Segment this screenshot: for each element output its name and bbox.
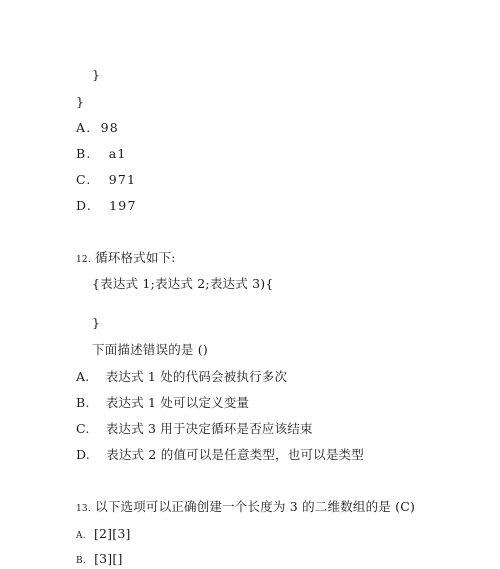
q12-option-c (76, 421, 313, 437)
q12-prompt: 下面描述错误的是 () (92, 342, 208, 357)
option-key: B. (76, 146, 92, 161)
option-text: 表达式 1 处的代码会被执行多次 (105, 369, 288, 384)
q11-option-c (76, 172, 136, 188)
option-text: 971 (108, 172, 137, 187)
option-text: 197 (109, 198, 137, 213)
q12-code-close: } (92, 315, 101, 330)
code-brace-outer: } (76, 94, 85, 109)
option-text: 表达式 3 用于决定循环是否应该结束 (105, 421, 313, 436)
q12-code-line: {表达式 1;表达式 2;表达式 3){ (92, 276, 274, 291)
option-key: D. (76, 447, 90, 462)
question-title: 循环格式如下: (95, 250, 176, 265)
q12-heading (76, 250, 176, 268)
code-brace-inner: } (92, 67, 101, 82)
q11-option-a (76, 120, 119, 136)
option-text: a1 (108, 146, 127, 161)
q12-option-b (76, 395, 249, 411)
option-key: D. (76, 198, 92, 213)
option-key: B. (76, 556, 86, 566)
question-number: 12. (76, 255, 91, 265)
option-text: [2][3] (93, 526, 131, 541)
option-key: A. (76, 531, 86, 541)
question-title: 以下选项可以正确创建一个长度为 3 的二维数组的是 (C) (95, 499, 416, 514)
q12-option-d (76, 447, 364, 463)
q13-option-a (76, 526, 131, 544)
option-text: 98 (100, 120, 119, 135)
option-key: B. (76, 395, 90, 410)
option-text: [3][] (94, 551, 123, 566)
question-number: 13. (76, 504, 91, 514)
option-key: A. (76, 120, 92, 135)
q13-option-b (76, 551, 123, 569)
q11-option-d (76, 198, 137, 214)
q12-option-a (76, 369, 287, 385)
option-key: A. (76, 369, 90, 384)
option-text: 表达式 2 的值可以是任意类型，也可以是类型 (106, 447, 364, 462)
q13-heading (76, 499, 415, 517)
q11-option-b (76, 146, 127, 162)
option-text: 表达式 1 处可以定义变量 (105, 395, 250, 410)
option-key: C. (76, 172, 92, 187)
option-key: C. (76, 421, 90, 436)
